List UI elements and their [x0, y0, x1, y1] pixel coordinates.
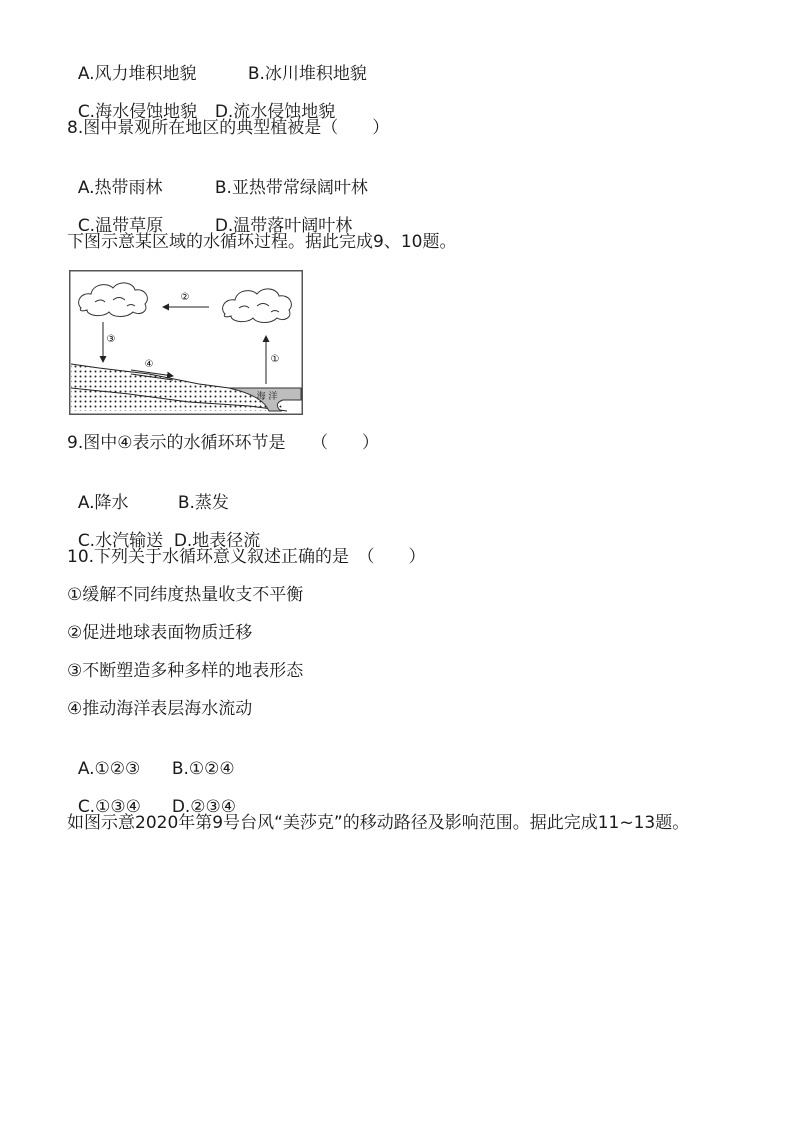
water-cycle-diagram — [69, 270, 303, 415]
q10-stem: 10.下列关于水循环意义叙述正确的是 （ ） — [67, 547, 426, 567]
q10-option-d: D.②③④ — [171, 797, 237, 817]
q10-item-2: ②促进地球表面物质迁移 — [67, 623, 253, 643]
q8-option-c: C.温带草原 — [77, 216, 164, 236]
arrow-4-label: ④ — [144, 359, 154, 370]
q8-option-d: D.温带落叶阔叶林 — [214, 216, 353, 236]
q10-item-4: ④推动海洋表层海水流动 — [67, 699, 253, 719]
intro-9-10: 下图示意某区域的水循环过程。据此完成9、10题。 — [67, 232, 457, 252]
arrow-1-label: ① — [270, 354, 280, 365]
q8-option-b: B.亚热带常绿阔叶林 — [214, 178, 368, 198]
arrow-3-label: ③ — [106, 334, 116, 345]
q9-option-a: A.降水 — [77, 493, 129, 513]
q8-option-a: A.热带雨林 — [77, 178, 163, 198]
q7-option-b: B.冰川堆积地貌 — [247, 64, 367, 84]
q10-option-c: C.①③④ — [77, 797, 141, 817]
q9-stem: 9.图中④表示的水循环环节是 （ ） — [67, 433, 379, 453]
q9-option-d: D.地表径流 — [173, 531, 261, 551]
q7-option-c: C.海水侵蚀地貌 — [77, 102, 198, 122]
arrow-2-label: ② — [180, 292, 190, 303]
intro-11-13: 如图示意2020年第9号台风“美莎克”的移动路径及影响范围。据此完成11~13题。 — [67, 813, 690, 833]
q7-option-a: A.风力堆积地貌 — [77, 64, 197, 84]
q9-option-c: C.水汽输送 — [77, 531, 164, 551]
ocean-label: 海 洋 — [256, 392, 278, 402]
q9-option-b: B.蒸发 — [177, 493, 229, 513]
q10-option-a: A.①②③ — [77, 759, 141, 779]
q10-item-3: ③不断塑造多种多样的地表形态 — [67, 661, 304, 681]
q10-option-b: B.①②④ — [171, 759, 235, 779]
q8-stem: 8.图中景观所在地区的典型植被是（ ） — [67, 118, 390, 138]
q7-option-d: D.流水侵蚀地貌 — [214, 102, 336, 122]
q10-item-1: ①缓解不同纬度热量收支不平衡 — [67, 585, 304, 605]
